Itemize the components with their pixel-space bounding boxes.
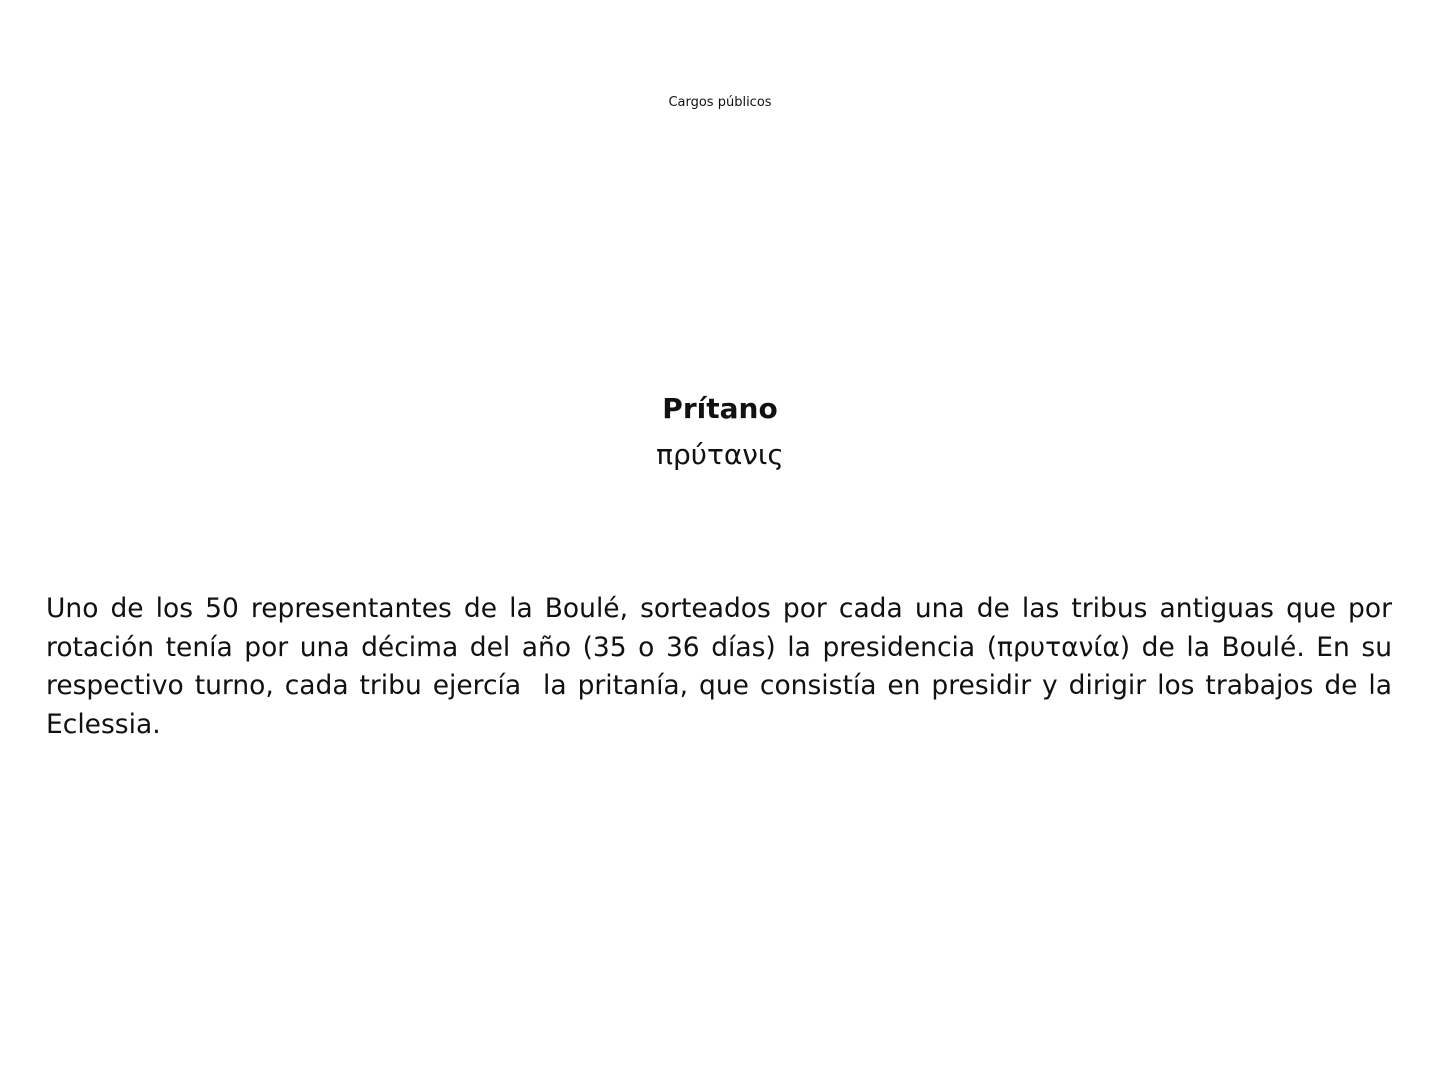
running-header: Cargos públicos xyxy=(668,95,772,110)
entry-title: Prítano xyxy=(662,392,778,425)
entry-greek-term: πρύτανις xyxy=(656,438,784,471)
entry-definition: Uno de los 50 representantes de la Boulé, sorteados por cada una de las tribus antiguas que por rotación tenía por una décima del año (35 o 36 días) la presidencia (πρυτανία) de la Boulé. En su respectivo turno, cada tribu ejercía la pritanía, que consistía en presidir y dirigir los trabajos de la Eclessia. xyxy=(46,593,1401,740)
entry-heading xyxy=(0,390,1440,474)
